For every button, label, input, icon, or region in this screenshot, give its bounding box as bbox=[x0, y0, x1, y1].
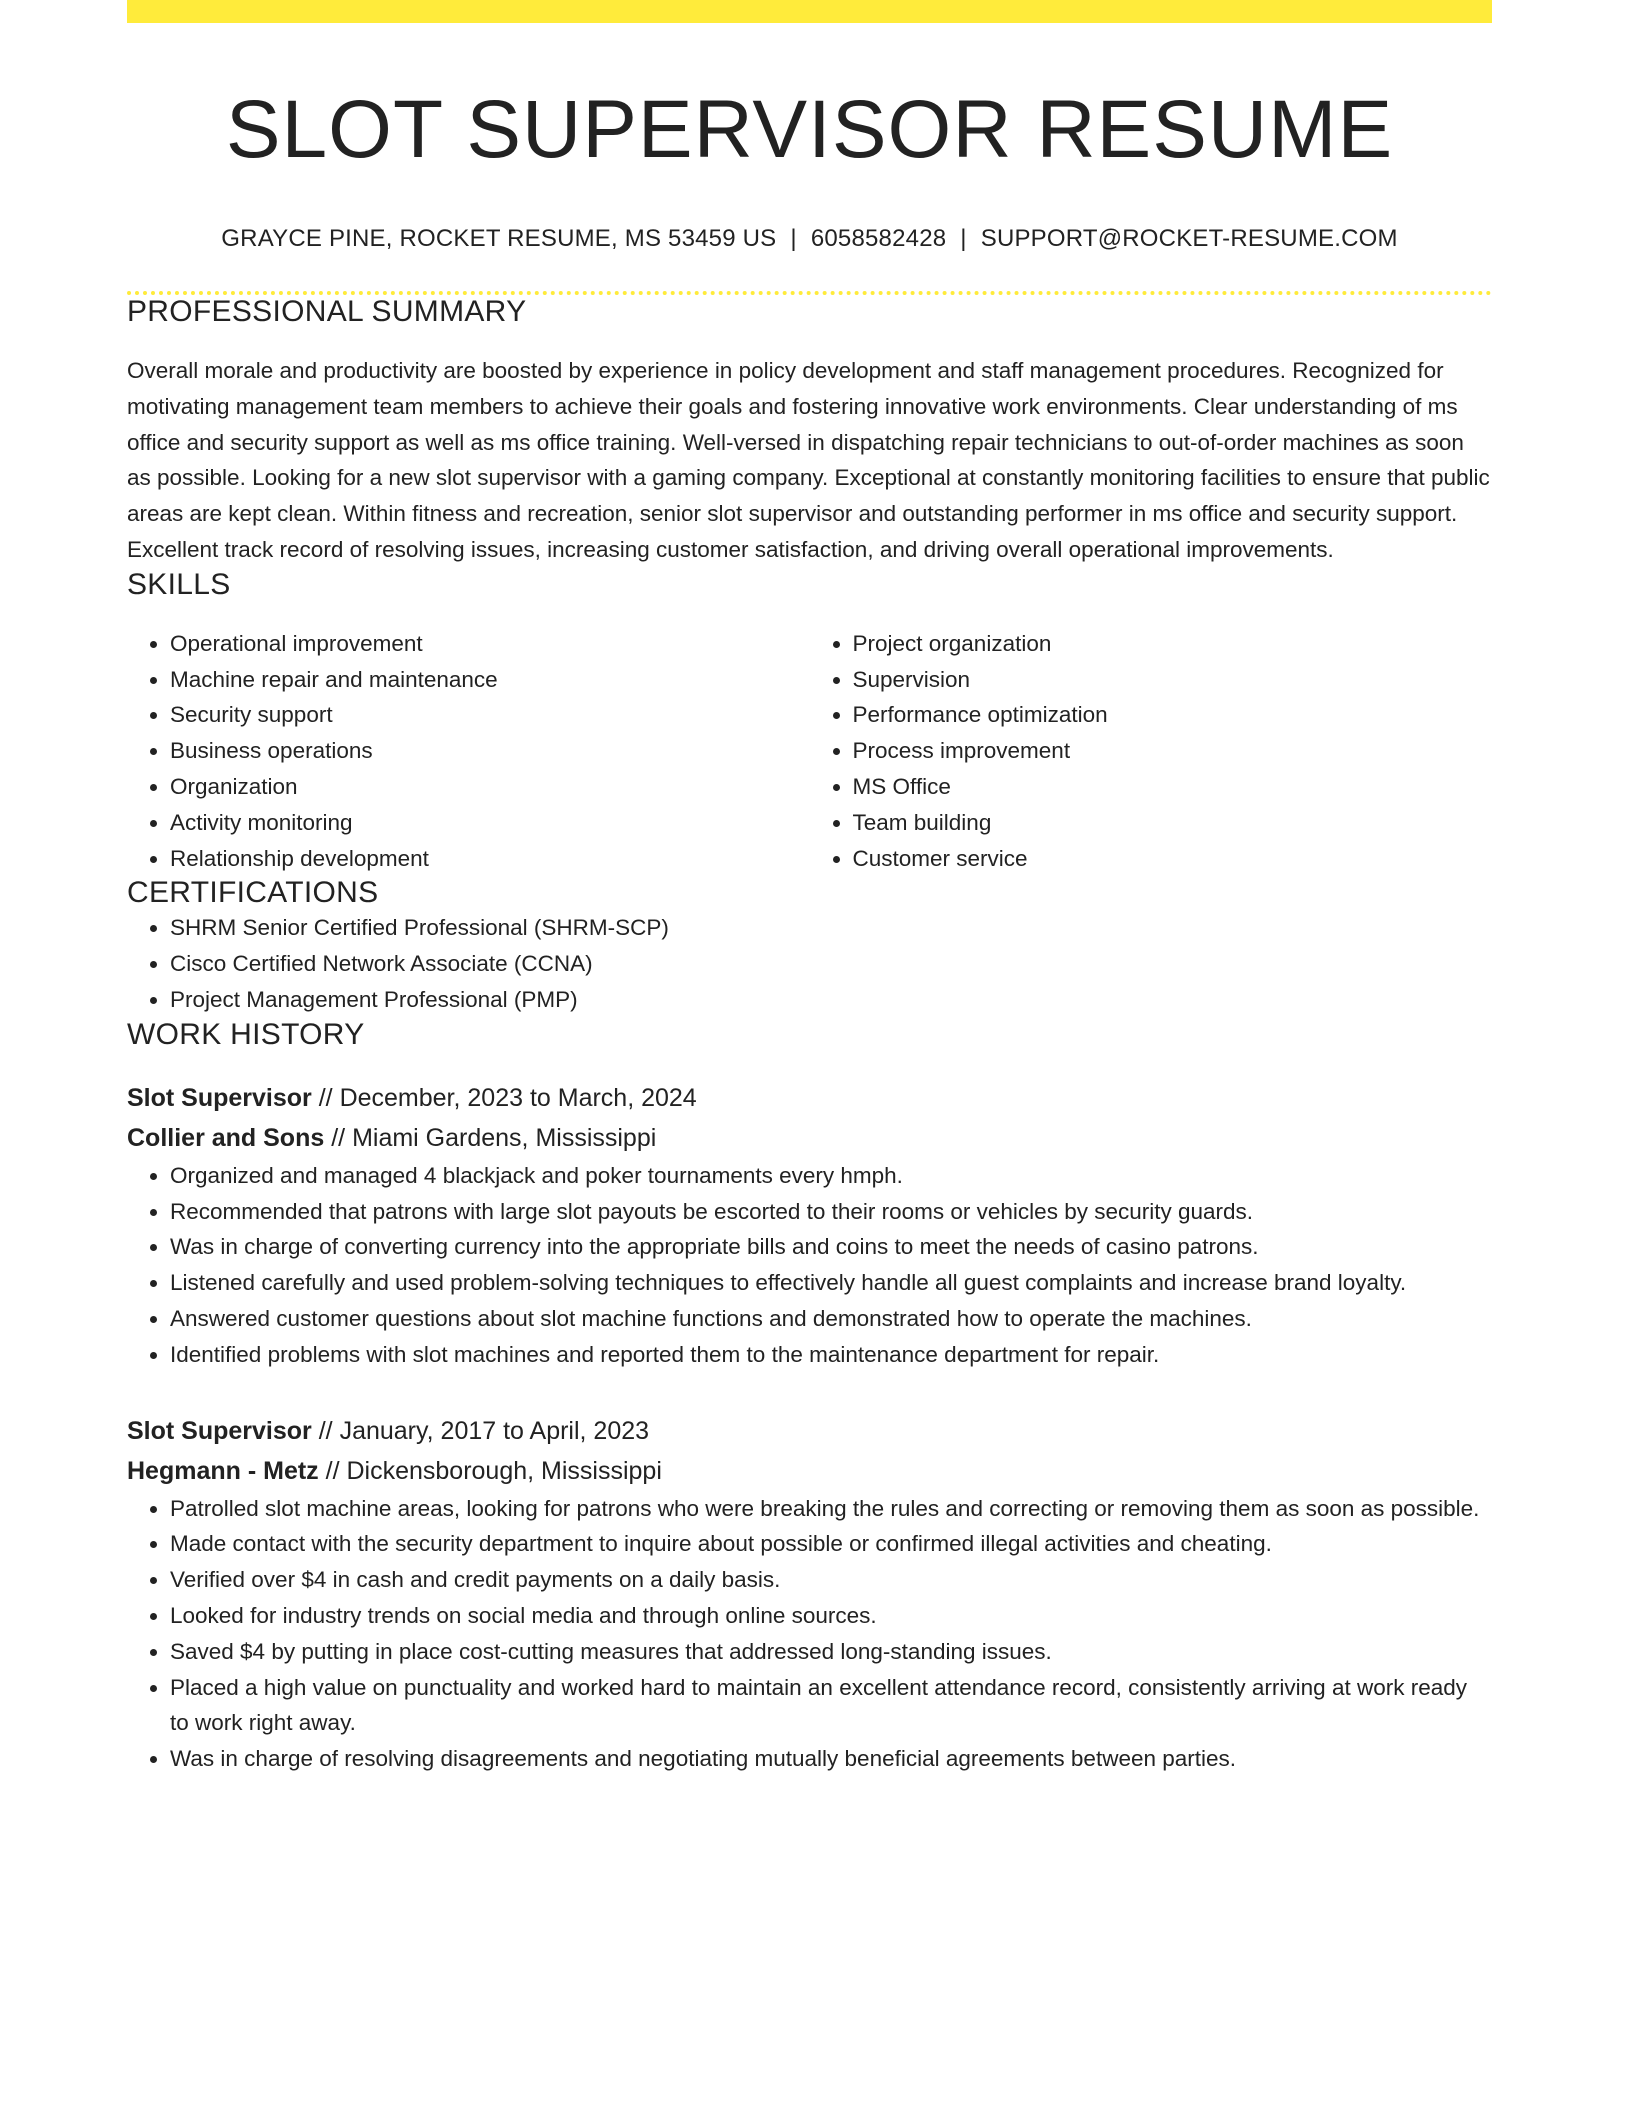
work-history-heading: WORK HISTORY bbox=[127, 1017, 365, 1051]
job-bullet: • Was in charge of resolving disagreements and negotiating mutually beneficial agreements between parties. bbox=[170, 1741, 1492, 1777]
job-bullet: • Was in charge of converting currency into the appropriate bills and coins to meet the needs of casino patrons. bbox=[170, 1229, 1492, 1265]
contact-line bbox=[127, 225, 1492, 254]
job-dates: December, 2023 to March, 2024 bbox=[339, 1083, 697, 1112]
resume-title: SLOT SUPERVISOR RESUME bbox=[225, 84, 1394, 175]
skills-list-right bbox=[810, 626, 1493, 877]
job-company-line bbox=[127, 1118, 1492, 1158]
contact-separator: | bbox=[960, 225, 967, 253]
skill-item: • Security support bbox=[170, 697, 810, 733]
skill-item: • Business operations bbox=[170, 733, 810, 769]
job-bullet: • Identified problems with slot machines and reported them to the maintenance department for repair. bbox=[170, 1337, 1492, 1373]
job-bullet: • Listened carefully and used problem-solving techniques to effectively handle all guest complaints and increase brand loyalty. bbox=[170, 1265, 1492, 1301]
certification-item: • SHRM Senior Certified Professional (SHRM-SCP) bbox=[170, 910, 1492, 946]
job-company-line bbox=[127, 1451, 1492, 1491]
skill-item: • Project organization bbox=[853, 626, 1493, 662]
job-company: Collier and Sons bbox=[127, 1123, 325, 1152]
skill-item: • Organization bbox=[170, 769, 810, 805]
certification-item: • Cisco Certified Network Associate (CCNA) bbox=[170, 946, 1492, 982]
job-bullet: • Looked for industry trends on social media and through online sources. bbox=[170, 1598, 1492, 1634]
job-bullet: • Placed a high value on punctuality and worked hard to maintain an excellent attendance record, consistently arriving at work ready to work right away. bbox=[170, 1670, 1492, 1742]
summary-heading: PROFESSIONAL SUMMARY bbox=[127, 294, 527, 328]
skills-heading: SKILLS bbox=[127, 567, 231, 601]
job-separator: // bbox=[318, 1456, 347, 1485]
job-title-line bbox=[127, 1411, 1492, 1451]
skill-item: • Activity monitoring bbox=[170, 805, 810, 841]
top-accent-bar bbox=[127, 0, 1492, 23]
job-bullet: • Organized and managed 4 blackjack and poker tournaments every hmph. bbox=[170, 1158, 1492, 1194]
job-entry bbox=[127, 1078, 1492, 1373]
job-bullet: • Made contact with the security department to inquire about possible or confirmed illegal activities and cheating. bbox=[170, 1526, 1492, 1562]
job-separator: // bbox=[311, 1416, 340, 1445]
job-bullets bbox=[127, 1491, 1492, 1777]
contact-address: GRAYCE PINE, ROCKET RESUME, MS 53459 US bbox=[221, 225, 777, 253]
skill-item: • Relationship development bbox=[170, 841, 810, 877]
skills-grid bbox=[127, 626, 1492, 877]
skill-item: • Operational improvement bbox=[170, 626, 810, 662]
job-location: Dickensborough, Mississippi bbox=[346, 1456, 662, 1485]
job-separator: // bbox=[324, 1123, 353, 1152]
job-bullet: • Saved $4 by putting in place cost-cutting measures that addressed long-standing issues. bbox=[170, 1634, 1492, 1670]
certifications-heading: CERTIFICATIONS bbox=[127, 876, 379, 910]
skill-item: • Customer service bbox=[853, 841, 1493, 877]
job-title: Slot Supervisor bbox=[127, 1416, 312, 1445]
job-title-line bbox=[127, 1078, 1492, 1118]
skill-item: • Supervision bbox=[853, 662, 1493, 698]
job-bullet: • Answered customer questions about slot machine functions and demonstrated how to operate the machines. bbox=[170, 1301, 1492, 1337]
job-company: Hegmann - Metz bbox=[127, 1456, 319, 1485]
job-title: Slot Supervisor bbox=[127, 1083, 312, 1112]
certifications-list bbox=[127, 910, 1492, 1017]
job-bullet: • Patrolled slot machine areas, looking for patrons who were breaking the rules and correcting or removing them as soon as possible. bbox=[170, 1491, 1492, 1527]
skill-item: • Process improvement bbox=[853, 733, 1493, 769]
contact-phone: 6058582428 bbox=[810, 225, 947, 253]
job-dates: January, 2017 to April, 2023 bbox=[339, 1416, 650, 1445]
skill-item: • Team building bbox=[853, 805, 1493, 841]
skill-item: • Machine repair and maintenance bbox=[170, 662, 810, 698]
job-location: Miami Gardens, Mississippi bbox=[352, 1123, 657, 1152]
job-entry bbox=[127, 1411, 1492, 1777]
certification-item: • Project Management Professional (PMP) bbox=[170, 982, 1492, 1018]
contact-separator: | bbox=[790, 225, 797, 253]
skills-list-left bbox=[127, 626, 810, 877]
skill-item: • Performance optimization bbox=[853, 697, 1493, 733]
resume-page bbox=[127, 0, 1492, 1777]
job-bullet: • Verified over $4 in cash and credit payments on a daily basis. bbox=[170, 1562, 1492, 1598]
skill-item: • MS Office bbox=[853, 769, 1493, 805]
job-separator: // bbox=[311, 1083, 340, 1112]
summary-text: Overall morale and productivity are boosted by experience in policy development and staff management procedures. Recognized for motivating management team members to achieve their goals and fostering innovative work environments. Clear understanding of ms office and security support as well as ms office training. Well-versed in dispatching repair technicians to out-of-order machines as soon as possible. Looking for a new slot supervisor with a gaming company. Exceptional at constantly monitoring facilities to ensure that public areas are kept clean. Within fitness and recreation, senior slot supervisor and outstanding performer in ms office and security support. Excellent track record of resolving issues, increasing customer satisfaction, and driving overall operational improvements. bbox=[127, 357, 1490, 562]
job-bullet: • Recommended that patrons with large slot payouts be escorted to their rooms or vehicles by security guards. bbox=[170, 1194, 1492, 1230]
contact-email: SUPPORT@ROCKET-RESUME.COM bbox=[980, 225, 1398, 253]
job-bullets bbox=[127, 1158, 1492, 1373]
